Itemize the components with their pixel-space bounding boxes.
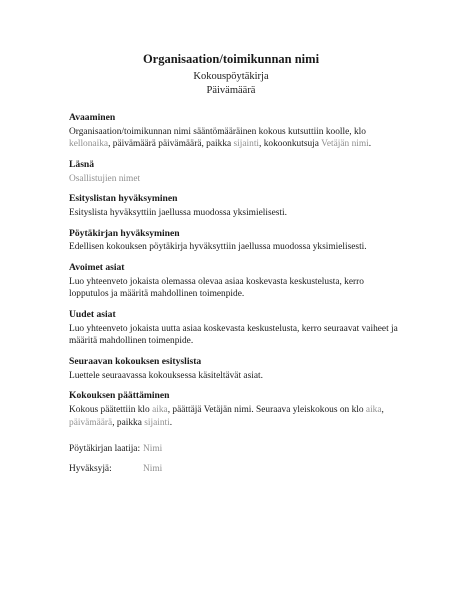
time-placeholder: kellonaika [69, 139, 109, 150]
section-text: Luo yhteenveto jokaista olemassa olevaa asiaa koskevasta keskustelusta, kerro lopputulos ja määritä mahdollinen toimenpide. [69, 276, 364, 300]
section-next-agenda [69, 356, 399, 382]
leader-name-placeholder: Vetäjän nimi [321, 139, 369, 150]
section-heading: Pöytäkirjan hyväksyminen [69, 227, 180, 239]
document-body [69, 112, 399, 483]
document-date: Päivämäärä [206, 85, 256, 96]
approved-by-name: Nimi [143, 464, 163, 475]
signature-block [69, 443, 399, 483]
prepared-by-name: Nimi [143, 444, 163, 455]
date-placeholder: päivämäärä [69, 417, 113, 428]
document-subtitle: Kokouspöytäkirja [193, 71, 269, 82]
attendees-placeholder: Osallistujien nimet [69, 173, 141, 184]
section-heading: Läsnä [69, 158, 95, 170]
section-text: Esityslista hyväksyttiin jaellussa muodossa yksimielisesti. [69, 207, 287, 218]
section-heading: Seuraavan kokouksen esityslista [69, 356, 202, 368]
section-text [69, 404, 399, 429]
section-heading: Uudet asiat [69, 309, 116, 321]
text-run: Organisaation/toimikunnan nimi sääntömääräinen kokous kutsuttiin koolle, klo [69, 126, 366, 137]
section-new-issues [69, 309, 399, 348]
organization-title: Organisaation/toimikunnan nimi [142, 52, 320, 66]
text-run: , paikka [112, 417, 145, 428]
section-text [69, 126, 399, 151]
signature-row-approved [69, 463, 399, 483]
section-open-issues [69, 262, 399, 301]
section-text: Edellisen kokouksen pöytäkirja hyväksyttiin jaellussa muodossa yksimielisesti. [69, 242, 367, 253]
location-placeholder: sijainti [233, 139, 260, 150]
section-closing [69, 390, 399, 429]
section-heading: Esityslistan hyväksyminen [69, 193, 178, 205]
text-run: . [169, 417, 173, 428]
section-heading: Avoimet asiat [69, 262, 125, 274]
section-heading: Avaaminen [69, 112, 116, 123]
section-present [69, 159, 399, 185]
text-run: Kokous päätettiin klo [69, 405, 153, 415]
text-run: , [381, 405, 384, 415]
section-minutes-approval [69, 228, 399, 254]
section-text: Luettele seuraavassa kokouksessa käsiteltävät asiat. [69, 370, 263, 381]
text-run: . [368, 139, 372, 150]
time-placeholder: aika [152, 405, 168, 415]
text-run: , päättäjä Vetäjän nimi. Seuraava yleiskokous on klo [167, 405, 366, 415]
time-placeholder: aika [365, 405, 382, 415]
section-text: Luo yhteenveto jokaista uutta asiaa koskevasta keskustelusta, kerro seuraavat vaiheet ja määritä mahdollinen toimenpide. [69, 323, 398, 347]
text-run: , päivämäärä päivämäärä, paikka [108, 139, 234, 150]
prepared-by-label: Pöytäkirjan laatija: [69, 444, 141, 455]
text-run: , kokoonkutsuja [259, 139, 322, 150]
section-heading: Kokouksen päättäminen [69, 390, 170, 402]
approved-by-label: Hyväksyjä: [69, 464, 112, 475]
section-agenda-approval [69, 193, 399, 219]
signature-row-prepared [69, 443, 399, 463]
section-opening [69, 112, 399, 151]
location-placeholder: sijainti [144, 417, 170, 428]
